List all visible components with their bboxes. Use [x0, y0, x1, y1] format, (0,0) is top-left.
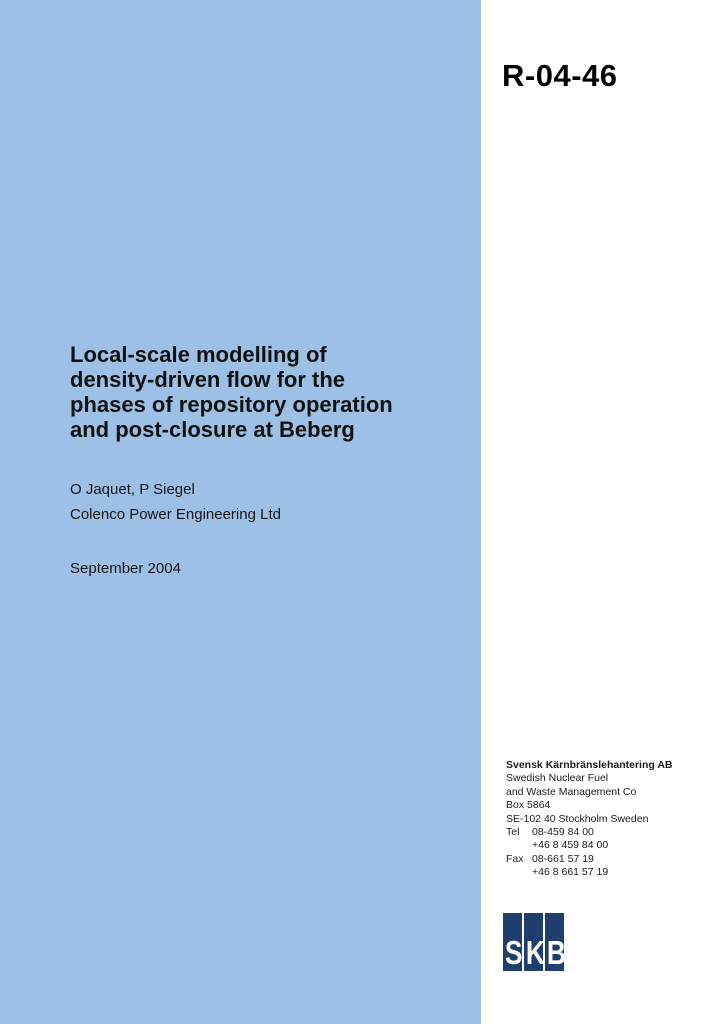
tel-number-international: +46 8 459 84 00	[532, 839, 609, 852]
publisher-name: Svensk Kärnbränslehantering AB	[506, 759, 673, 771]
report-title	[70, 342, 393, 442]
fax-label: Fax	[506, 852, 524, 865]
author-names: O Jaquet, P Siegel	[70, 481, 195, 498]
skb-logo-bar-1	[503, 913, 522, 971]
skb-logo-bar-2	[524, 913, 543, 971]
publisher-address-line-1: Swedish Nuclear Fuel	[506, 772, 609, 785]
report-title-line-1: Local-scale modelling of	[70, 342, 327, 367]
tel-label-spacer	[506, 839, 532, 852]
report-title-line-2: density-driven flow for the	[70, 367, 346, 392]
tel-label: Tel	[506, 826, 520, 839]
skb-logo	[503, 913, 564, 971]
publication-date: September 2004	[70, 560, 181, 577]
fax-number-national: 08-661 57 19	[532, 852, 594, 865]
fax-row-2	[506, 866, 673, 879]
telephone-row-1	[506, 826, 673, 839]
authors-block	[70, 477, 281, 527]
fax-label-spacer	[506, 866, 532, 879]
fax-row-1	[506, 853, 673, 866]
skb-logo-bar-3	[545, 913, 564, 971]
skb-logo-letter-s: S	[504, 934, 523, 971]
report-number: R-04-46	[502, 58, 618, 93]
tel-number-national: 08-459 84 00	[532, 826, 594, 839]
telephone-row-2	[506, 839, 673, 852]
publisher-address-line-4: SE-102 40 Stockholm Sweden	[506, 812, 649, 825]
fax-number-international: +46 8 661 57 19	[532, 866, 609, 879]
report-title-line-4: and post-closure at Beberg	[70, 417, 355, 442]
publisher-address-block	[506, 759, 673, 880]
skb-logo-letter-k: K	[525, 934, 545, 971]
skb-logo-letter-b: B	[546, 934, 566, 971]
publisher-address-line-3: Box 5864	[506, 799, 551, 812]
publisher-address-line-2: and Waste Management Co	[506, 785, 637, 798]
author-affiliation: Colenco Power Engineering Ltd	[70, 506, 281, 523]
report-title-line-3: phases of repository operation	[70, 392, 393, 417]
